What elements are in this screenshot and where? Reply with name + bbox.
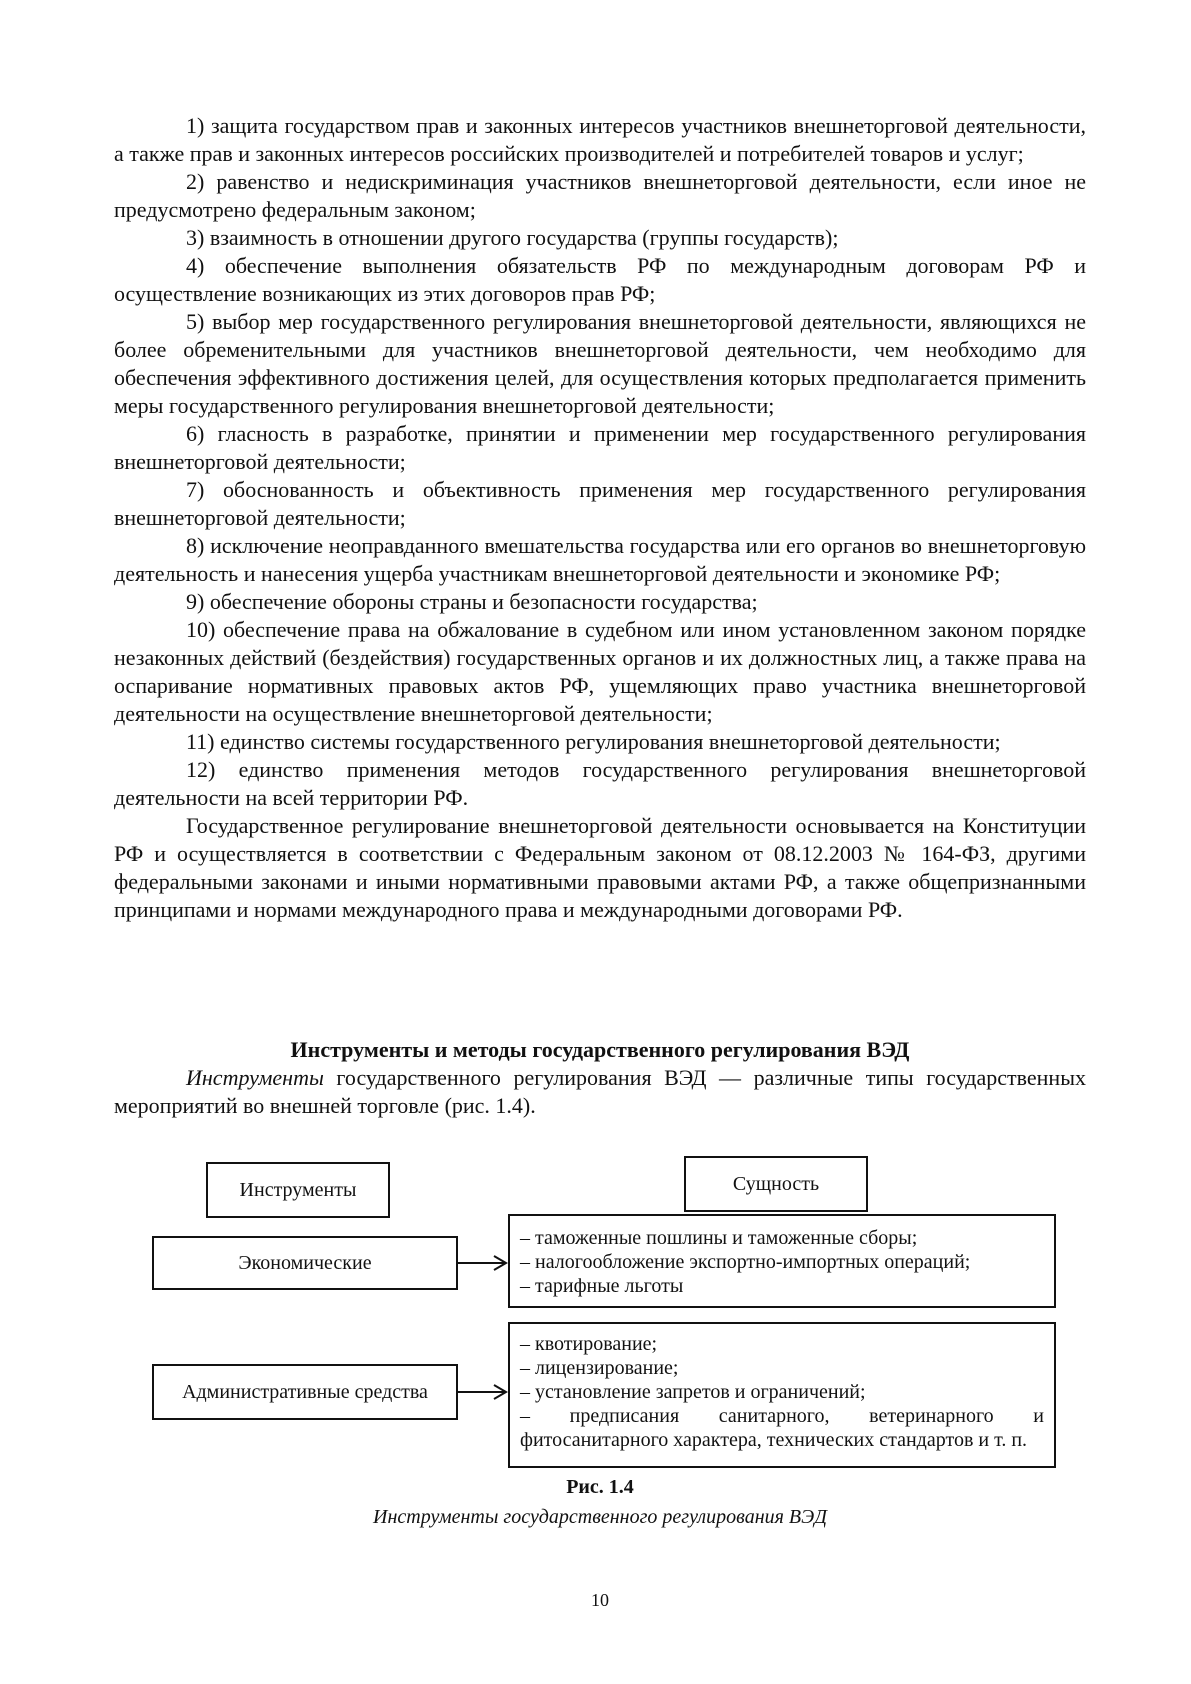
col-left-header: Инструменты — [206, 1162, 390, 1218]
paragraph: 1) защита государством прав и законных интересов участников внешнеторговой деятельности, а также прав и законных интересов российских производителей и потребителей товаров и услуг; — [114, 113, 1086, 166]
list-item: – тарифные льготы — [520, 1275, 684, 1297]
col-right-header: Сущность — [684, 1156, 868, 1212]
page-number: 10 — [591, 1590, 609, 1610]
paragraph: 5) выбор мер государственного регулирования внешнеторговой деятельности, являющихся не более обременительными для участников внешнеторговой деятельности, чем необходимо для обеспечения эффективного достижения целей, для осуществления которых предполагается применить меры государственного регулирования внешнеторговой деятельности; — [114, 309, 1086, 418]
paragraph: Государственное регулирование внешнеторговой деятельности основывается на Конституции РФ и осуществляется в соответствии с Федеральным законом от 08.12.2003 № 164-ФЗ, другими федеральными законами и иными нормативными правовыми актами РФ, а также общепризнанными принципами и нормами международного права и международными договорами РФ. — [114, 813, 1086, 922]
paragraph: 6) гласность в разработке, принятии и применении мер государственного регулирования внешнеторговой деятельности; — [114, 421, 1086, 474]
paragraph: 12) единство применения методов государственного регулирования внешнеторговой деятельности на всей территории РФ. — [114, 757, 1086, 810]
intro-text: государственного регулирования ВЭД — различные типы государственных мероприятий во внешней торговле (рис. 1.4). — [114, 1065, 1086, 1118]
paragraph: 10) обеспечение права на обжалование в судебном или ином установленном законом порядке незаконных действий (бездействия) государственных органов и их должностных лиц, а также права на оспаривание нормативных правовых актов РФ, ущемляющих право участника внешнеторговой деятельности на осуществление внешнеторговой деятельности; — [114, 617, 1086, 726]
paragraph: 8) исключение неоправданного вмешательства государства или его органов во внешнеторговую деятельность и нанесения ущерба участникам внешнеторговой деятельности и экономике РФ; — [114, 533, 1086, 586]
economic-label-box: Экономические — [152, 1236, 458, 1290]
intro-term: Инструменты — [186, 1065, 324, 1090]
paragraph: 11) единство системы государственного регулирования внешнеторговой деятельности; — [186, 729, 1001, 754]
paragraph: 4) обеспечение выполнения обязательств РФ по международным договорам РФ и осуществление возникающих из этих договоров прав РФ; — [114, 253, 1086, 306]
paragraph: 3) взаимность в отношении другого государства (группы государств); — [186, 225, 839, 250]
figure-caption-title: Инструменты государственного регулирования ВЭД — [373, 1506, 827, 1528]
list-item: – лицензирование; — [520, 1357, 679, 1379]
list-item: – квотирование; — [520, 1333, 658, 1355]
list-item: – таможенные пошлины и таможенные сборы; — [520, 1227, 918, 1249]
list-item: – предписания санитарного, ветеринарного и фитосанитарного характера, технических стандартов и т. п. — [520, 1405, 1044, 1451]
paragraph: 9) обеспечение обороны страны и безопасности государства; — [186, 589, 758, 614]
figure-caption-number: Рис. 1.4 — [566, 1476, 634, 1498]
section-heading: Инструменты и методы государственного регулирования ВЭД — [290, 1037, 910, 1062]
paragraph: 7) обоснованность и объективность применения мер государственного регулирования внешнеторговой деятельности; — [114, 477, 1086, 530]
list-item: – установление запретов и ограничений; — [520, 1381, 866, 1403]
list-item: – налогообложение экспортно-импортных операций; — [520, 1251, 971, 1273]
paragraph: 2) равенство и недискриминация участников внешнеторговой деятельности, если иное не предусмотрено федеральным законом; — [114, 169, 1086, 222]
administrative-label-box: Административные средства — [152, 1364, 458, 1420]
